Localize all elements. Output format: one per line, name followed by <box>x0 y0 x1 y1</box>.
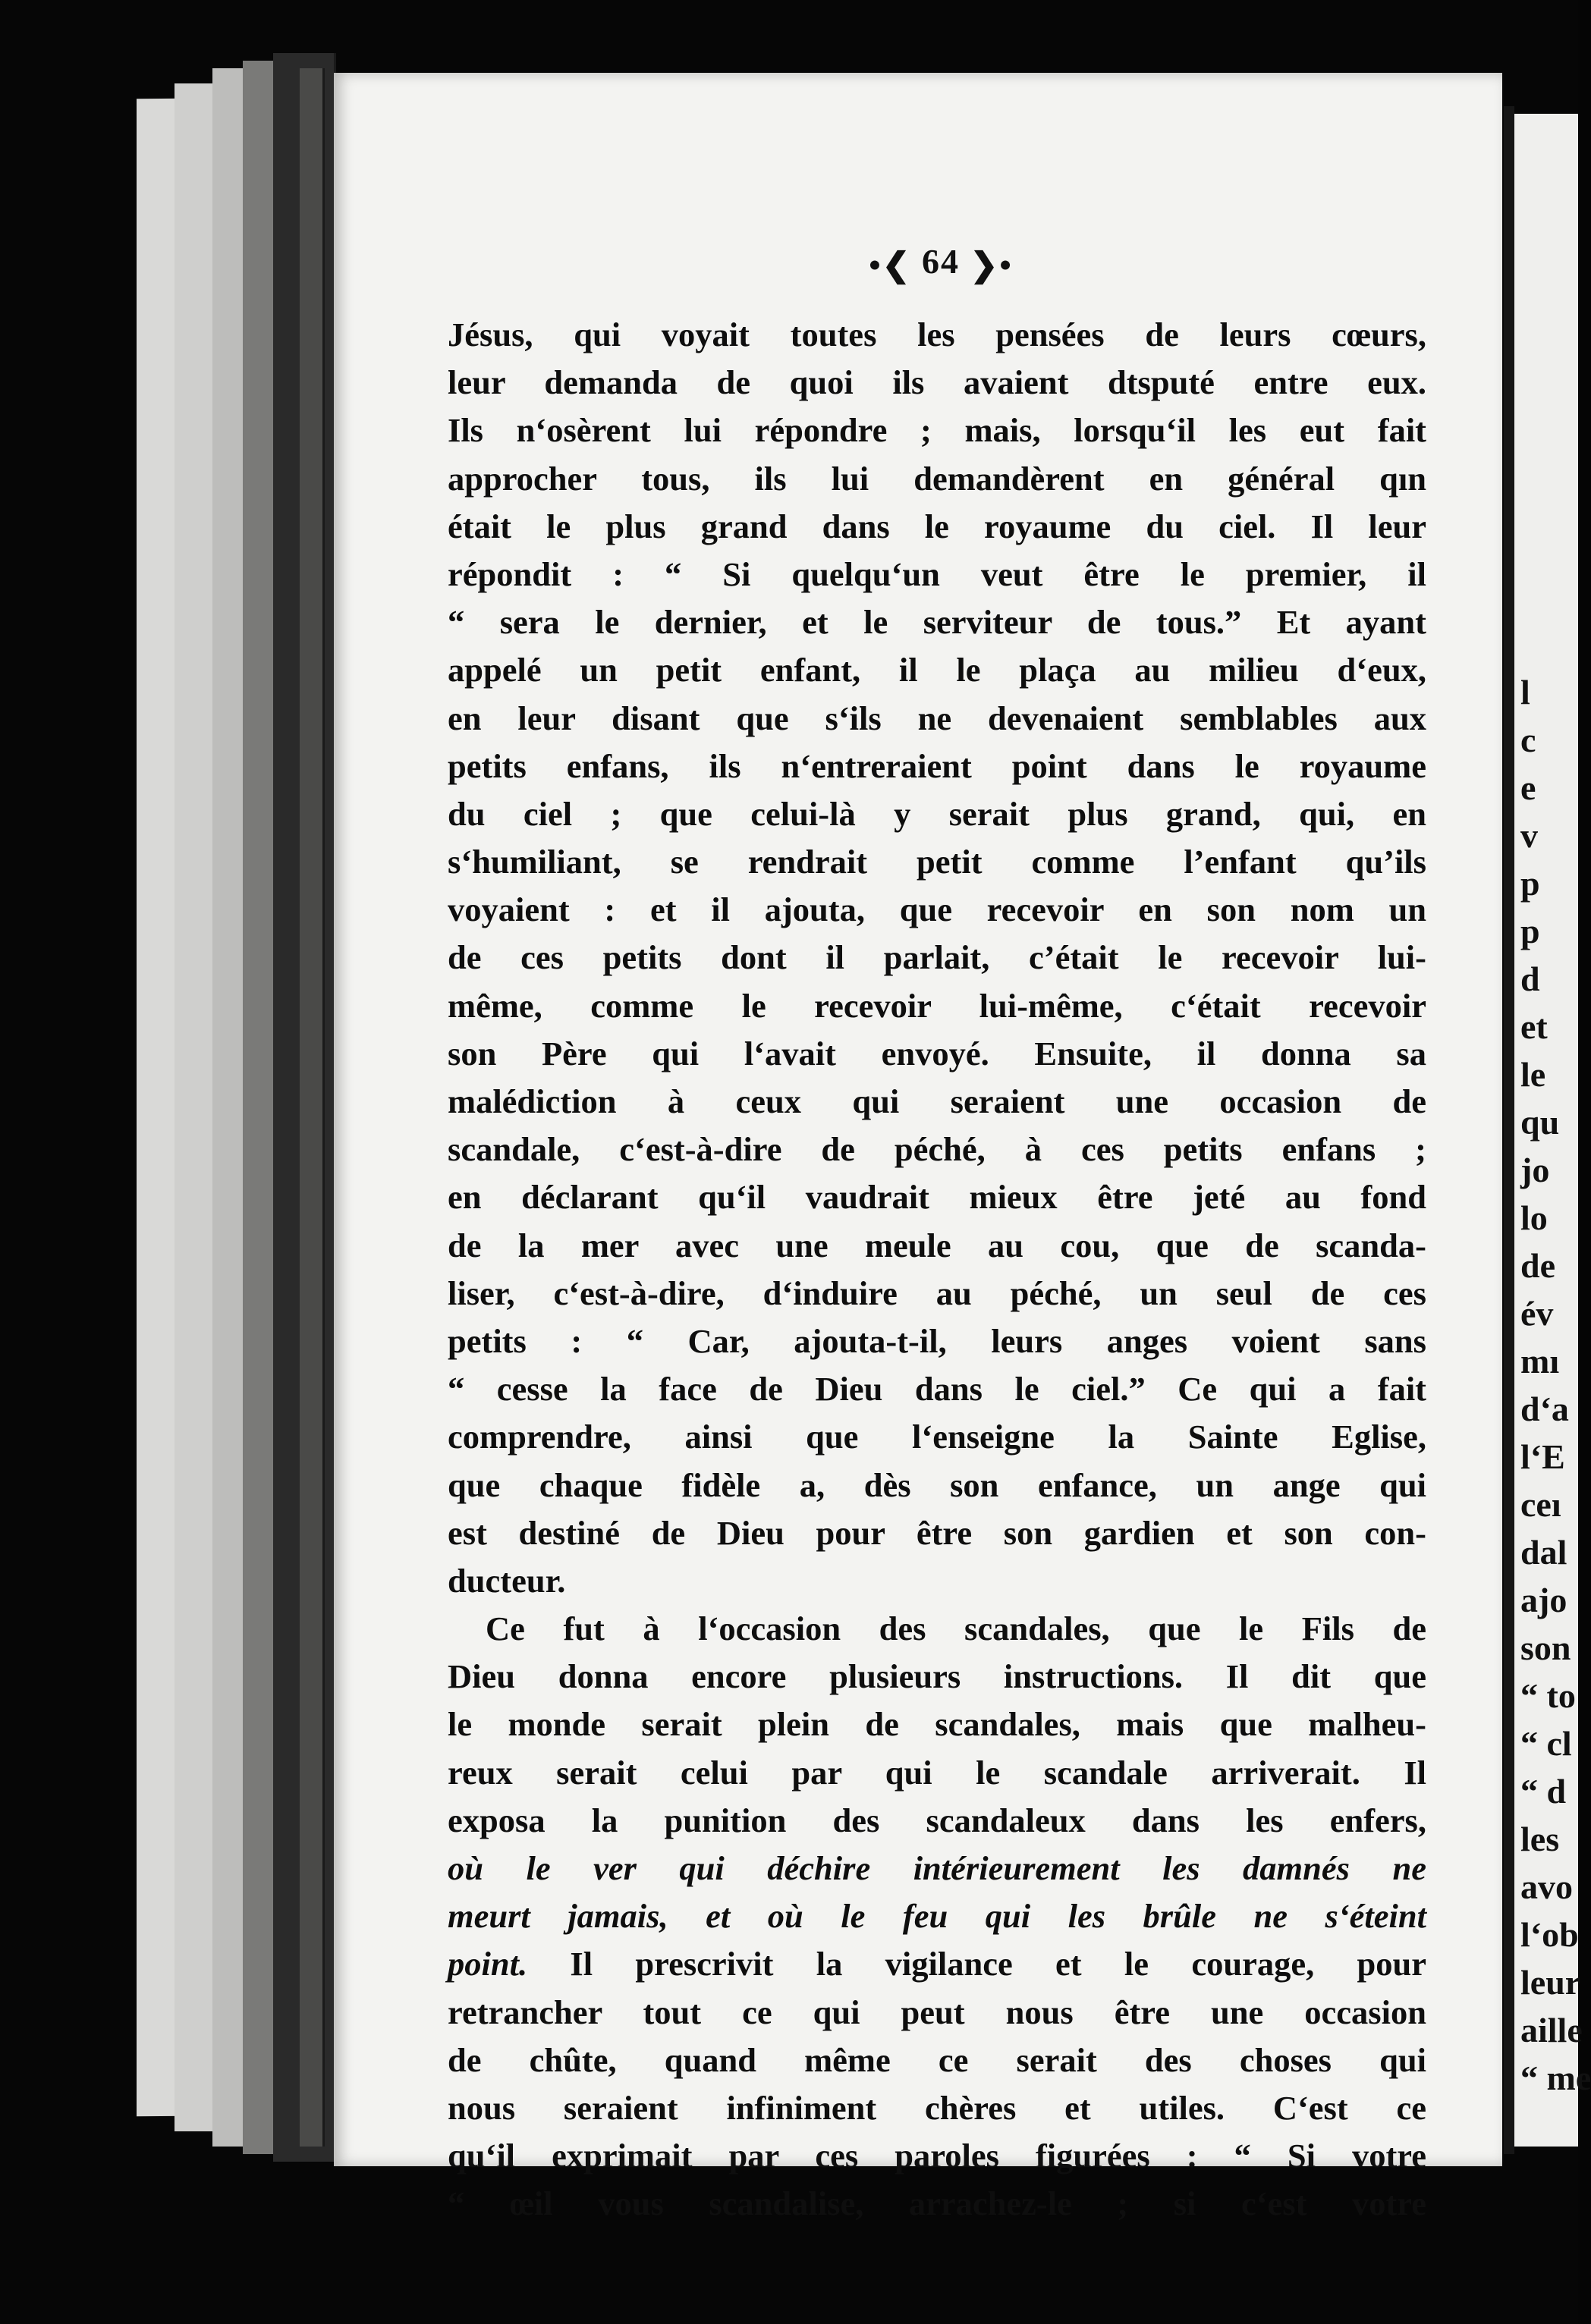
text-line: reux serait celui par qui le scandale arriverait. Il <box>448 1753 1426 1792</box>
text-line: de ces petits dont il parlait, c’était le recevoir lui- <box>448 938 1426 977</box>
text-line: du ciel ; que celui-là y serait plus grand, qui, en <box>448 794 1426 833</box>
facing-page-text-fragment: v <box>1520 816 1538 855</box>
page-number-header <box>842 241 1039 284</box>
body-text <box>448 311 1426 2228</box>
text-line: qu‘il exprimait par ces paroles figurées : “ Si votre <box>448 2137 1426 2175</box>
text-line: leur demanda de quoi ils avaient dtsputé entre eux. <box>448 363 1426 402</box>
text-line: en leur disant que s‘ils ne devenaient semblables aux <box>448 699 1426 737</box>
facing-page-text-fragment: d‘a <box>1520 1390 1569 1428</box>
facing-page-text-fragment: c <box>1520 721 1536 759</box>
text-line: s‘humiliant, se rendrait petit comme l’enfant qu’ils <box>448 843 1426 881</box>
facing-page-text-fragment: “ to <box>1520 1676 1576 1715</box>
facing-page-text-fragment: p <box>1520 912 1540 950</box>
text-line: retrancher tout ce qui peut nous être une occasion <box>448 1993 1426 2031</box>
facing-page-text-fragment: et <box>1520 1007 1548 1046</box>
facing-page-text-fragment: mı <box>1520 1342 1560 1380</box>
facing-page-text-fragment: dal <box>1520 1533 1567 1572</box>
facing-page-fragment <box>1514 114 1591 2147</box>
facing-page-text-fragment: l <box>1520 673 1530 711</box>
text-line: appelé un petit enfant, il le plaça au milieu d‘eux, <box>448 651 1426 689</box>
text-line: de la mer avec une meule au cou, que de scanda- <box>448 1226 1426 1264</box>
text-line: nous seraient infiniment chères et utiles. C‘est ce <box>448 2088 1426 2127</box>
text-line: est destiné de Dieu pour être son gardien et son con- <box>448 1513 1426 1552</box>
page-edge <box>300 68 325 2147</box>
text-line: Jésus, qui voyait toutes les pensées de leurs cœurs, <box>448 316 1426 353</box>
text-line: “ cesse la face de Dieu dans le ciel.” Ce qui a fait <box>448 1370 1426 1409</box>
facing-page-text-fragment: “ cl <box>1520 1724 1572 1763</box>
text-line: le monde serait plein de scandales, mais que malheu- <box>448 1705 1426 1744</box>
facing-page-text-fragment: qu <box>1520 1103 1560 1142</box>
facing-page-text-fragment: “ d <box>1520 1772 1567 1811</box>
facing-page-text-fragment: e <box>1520 768 1536 807</box>
text-line: de chûte, quand même ce serait des choses qui <box>448 2040 1426 2079</box>
paragraph-1 <box>448 311 1426 1605</box>
facing-page-text-fragment: avo <box>1520 1867 1573 1906</box>
facing-page-text-fragment: leur <box>1520 1963 1581 2002</box>
paragraph-2 <box>448 1605 1426 2228</box>
text-line: son Père qui l‘avait envoyé. Ensuite, il donna sa <box>448 1034 1426 1072</box>
text-line: même, comme le recevoir lui-même, c‘était recevoir <box>448 986 1426 1025</box>
text-line: Ce fut à l‘occasion des scandales, que le Fils de <box>486 1610 1426 1648</box>
facing-page-text-fragment: ceı <box>1520 1485 1561 1524</box>
text-line: ducteur. <box>448 1561 566 1600</box>
facing-page-text-fragment: l‘E <box>1520 1437 1565 1476</box>
italic-text: point. <box>448 1945 528 1983</box>
facing-page-text-fragment: lo <box>1520 1198 1548 1237</box>
text-line: en déclarant qu‘il vaudrait mieux être jeté au fond <box>448 1178 1426 1217</box>
facing-page-text-fragment: de <box>1520 1246 1555 1285</box>
text-line: voyaient : et il ajouta, que recevoir en son nom un <box>448 890 1426 929</box>
text-line: répondit : “ Si quelqu‘un veut être le premier, il <box>448 554 1426 593</box>
facing-page-text-fragment: ajo <box>1520 1581 1567 1619</box>
text-line: scandale, c‘est-à-dire de péché, à ces petits enfans ; <box>448 1130 1426 1169</box>
facing-page-text-fragment: son <box>1520 1628 1571 1667</box>
text-line: petits enfans, ils n‘entreraient point dans le royaume <box>448 746 1426 785</box>
facing-page-text-fragment: le <box>1520 1055 1546 1094</box>
italic-text: meurt jamais, et où le feu qui les brûle ne s‘éteint <box>448 1897 1426 1936</box>
page-edge <box>175 83 215 2131</box>
text-line: Ils n‘osèrent lui répondre ; mais, lorsqu‘il les eut fait <box>448 411 1426 450</box>
text-line <box>448 1845 1426 1892</box>
text-line <box>448 1892 1426 1940</box>
page-number: 64 <box>922 242 960 281</box>
text-line: “ sera le dernier, et le serviteur de tous.” Et ayant <box>448 603 1426 642</box>
text-line: petits : “ Car, ajouta-t-il, leurs anges voient sans <box>448 1321 1426 1360</box>
facing-page-text-fragment: p <box>1520 864 1540 903</box>
text-line: “ œil vous scandalise, arrachez-le ; si c‘est votre <box>448 2184 1426 2223</box>
facing-page-text-fragment: “ me <box>1520 2059 1591 2097</box>
text-line: Dieu donna encore plusieurs instructions. Il dit que <box>448 1657 1426 1696</box>
facing-page-text-fragment: aille <box>1520 2011 1583 2049</box>
text-line: était le plus grand dans le royaume du ciel. Il leur <box>448 507 1426 545</box>
italic-text: où le ver qui déchire intérieurement les damnés ne <box>448 1849 1426 1887</box>
text-line: liser, c‘est-à-dire, d‘induire au péché, un seul de ces <box>448 1273 1426 1312</box>
facing-page-text-fragment: jo <box>1520 1151 1550 1189</box>
text-line: malédiction à ceux qui seraient une occasion de <box>448 1082 1426 1120</box>
facing-page-text-fragment: les <box>1520 1820 1560 1858</box>
facing-page-text-fragment: d <box>1520 959 1540 998</box>
ornament-left-icon: •❮ <box>869 246 912 284</box>
text-line: exposa la punition des scandaleux dans les enfers, <box>448 1801 1426 1839</box>
text-line <box>448 1940 1426 1988</box>
text-line: approcher tous, ils lui demandèrent en général qın <box>448 459 1426 498</box>
facing-page-text-fragment: l‘ob <box>1520 1915 1579 1954</box>
facing-page-text-fragment: év <box>1520 1294 1554 1333</box>
text-line: que chaque fidèle a, dès son enfance, un ange qui <box>448 1465 1426 1504</box>
text-run: Il prescrivit la vigilance et le courage, pour <box>527 1945 1426 1983</box>
text-line: comprendre, ainsi que l‘enseigne la Sainte Eglise, <box>448 1418 1426 1456</box>
book-gutter <box>1504 106 1514 2154</box>
ornament-right-icon: ❯• <box>970 246 1013 284</box>
